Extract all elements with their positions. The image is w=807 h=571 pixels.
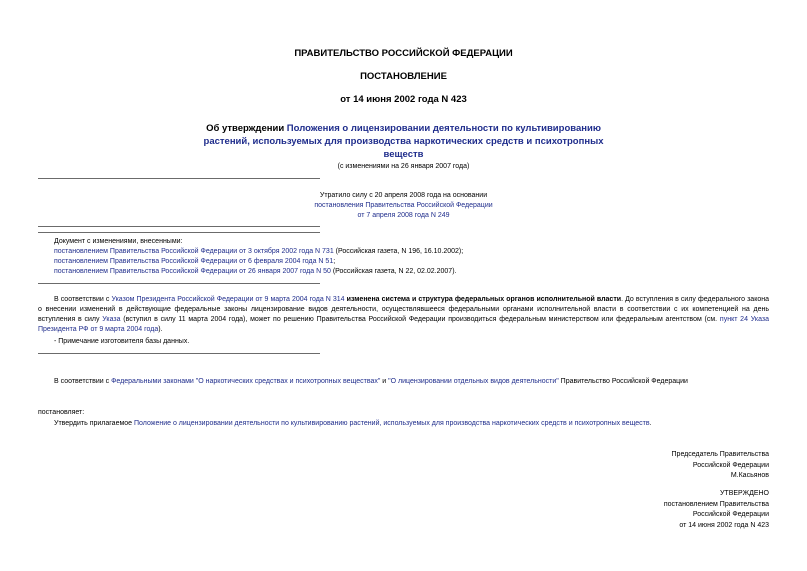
basis-text-1: В соответствии с	[54, 378, 112, 385]
note-decree-short-link[interactable]: Указа	[102, 316, 121, 323]
basis-text-3: Правительство Российской Федерации	[558, 378, 688, 385]
changes-intro: Документ с изменениями, внесенными:	[54, 238, 183, 245]
signature-line-1: Председатель Правительства	[671, 451, 769, 458]
document-title	[200, 122, 607, 161]
change-source-1: (Российская газета, N 196, 16.10.2002);	[333, 248, 464, 255]
change-source-2: ;	[333, 258, 336, 265]
note-decree-link[interactable]: Указом Президента Российской Федерации от 9 марта 2004 года N 314	[111, 296, 345, 303]
change-link-3[interactable]: постановлением Правительства Российской Федерации от 26 января 2007 года N 50	[54, 268, 331, 275]
signature-name: М.Касьянов	[730, 472, 769, 479]
approval-block	[664, 489, 769, 531]
licensing-law-link[interactable]: "О лицензировании отдельных видов деятельности"	[388, 378, 559, 385]
resolution-text-1: Утвердить прилагаемое	[54, 420, 135, 427]
note-bold-text: изменена система и структура федеральных органов исполнительной власти	[344, 296, 622, 303]
signature-block	[672, 450, 769, 482]
title-prefix: Об утверждении	[206, 123, 287, 134]
change-link-2[interactable]: постановлением Правительства Российской Федерации от 6 февраля 2004 года N 51	[54, 258, 334, 265]
regulation-link[interactable]: Положение о лицензировании деятельности по культивированию растений, используемых для производства наркотических средств и психотропных веществ	[134, 420, 650, 427]
change-link-1[interactable]: постановлением Правительства Российской Федерации от 3 октября 2002 года N 731	[54, 248, 334, 255]
note-text-1: В соответствии с	[54, 296, 112, 303]
note-text-4: ).	[158, 326, 163, 333]
note-text-2: . До вступления в силу федерального закона о внесении изменений в действующие федеральные законы лицензирование видов деятельности, осуществлявшееся федеральными органами исполнительной власти в соответствии с их компетенцией на день вступления в силу	[38, 296, 769, 323]
database-note	[38, 295, 769, 335]
basis-text-2: и	[380, 378, 389, 385]
narcotics-law-link[interactable]: Федеральными законами "О наркотических средствах и психотропных веществах"	[111, 378, 381, 385]
note-footer: - Примечание изготовителя базы данных.	[54, 338, 190, 345]
signature-line-2: Российской Федерации	[692, 461, 769, 469]
divider	[38, 178, 320, 179]
list-item	[54, 247, 754, 257]
document-type-heading: ПОСТАНОВЛЕНИЕ	[360, 71, 447, 82]
government-heading: ПРАВИТЕЛЬСТВО РОССИЙСКОЙ ФЕДЕРАЦИИ	[294, 48, 513, 59]
note-paragraph-link[interactable]: пункт 24 Указа Президента РФ от 9 марта 2004 года	[38, 316, 769, 333]
changes-block	[54, 237, 754, 277]
list-item	[54, 257, 754, 267]
resolution-text-2: .	[649, 420, 652, 427]
amended-note: (с изменениями на 26 января 2007 года)	[337, 163, 470, 170]
expired-act-link-date[interactable]: от 7 апреля 2008 года N 249	[357, 212, 450, 219]
basis-paragraph	[54, 377, 774, 387]
approval-line-1: УТВЕРЖДЕНО	[719, 490, 769, 497]
resolution-paragraph	[54, 419, 784, 429]
expired-act-link[interactable]: постановления Правительства Российской Федерации	[314, 202, 493, 209]
change-source-3: (Российская газета, N 22, 02.02.2007).	[330, 268, 457, 275]
list-item	[54, 267, 754, 277]
document-date-number: от 14 июня 2002 года N 423	[340, 94, 467, 105]
divider	[38, 283, 320, 284]
divider	[38, 232, 320, 233]
approval-line-3: Российской Федерации	[692, 511, 769, 518]
title-regulation-link[interactable]: Положения о лицензировании деятельности по культивированию растений, используемых для производства наркотических средств и психотропных веществ	[203, 123, 604, 160]
expired-line-1: Утратило силу с 20 апреля 2008 года на основании	[319, 192, 488, 199]
divider	[38, 353, 320, 354]
note-text-3: (вступил в силу 11 марта 2004 года), может по решению Правительства Российской Федерации производиться федеральным министерством или федеральным агентством (см.	[120, 316, 720, 323]
divider	[38, 226, 320, 227]
approval-line-2: постановлением Правительства	[663, 500, 769, 508]
approval-line-4: от 14 июня 2002 года N 423	[679, 521, 769, 529]
resolves-word: постановляет:	[38, 409, 85, 416]
